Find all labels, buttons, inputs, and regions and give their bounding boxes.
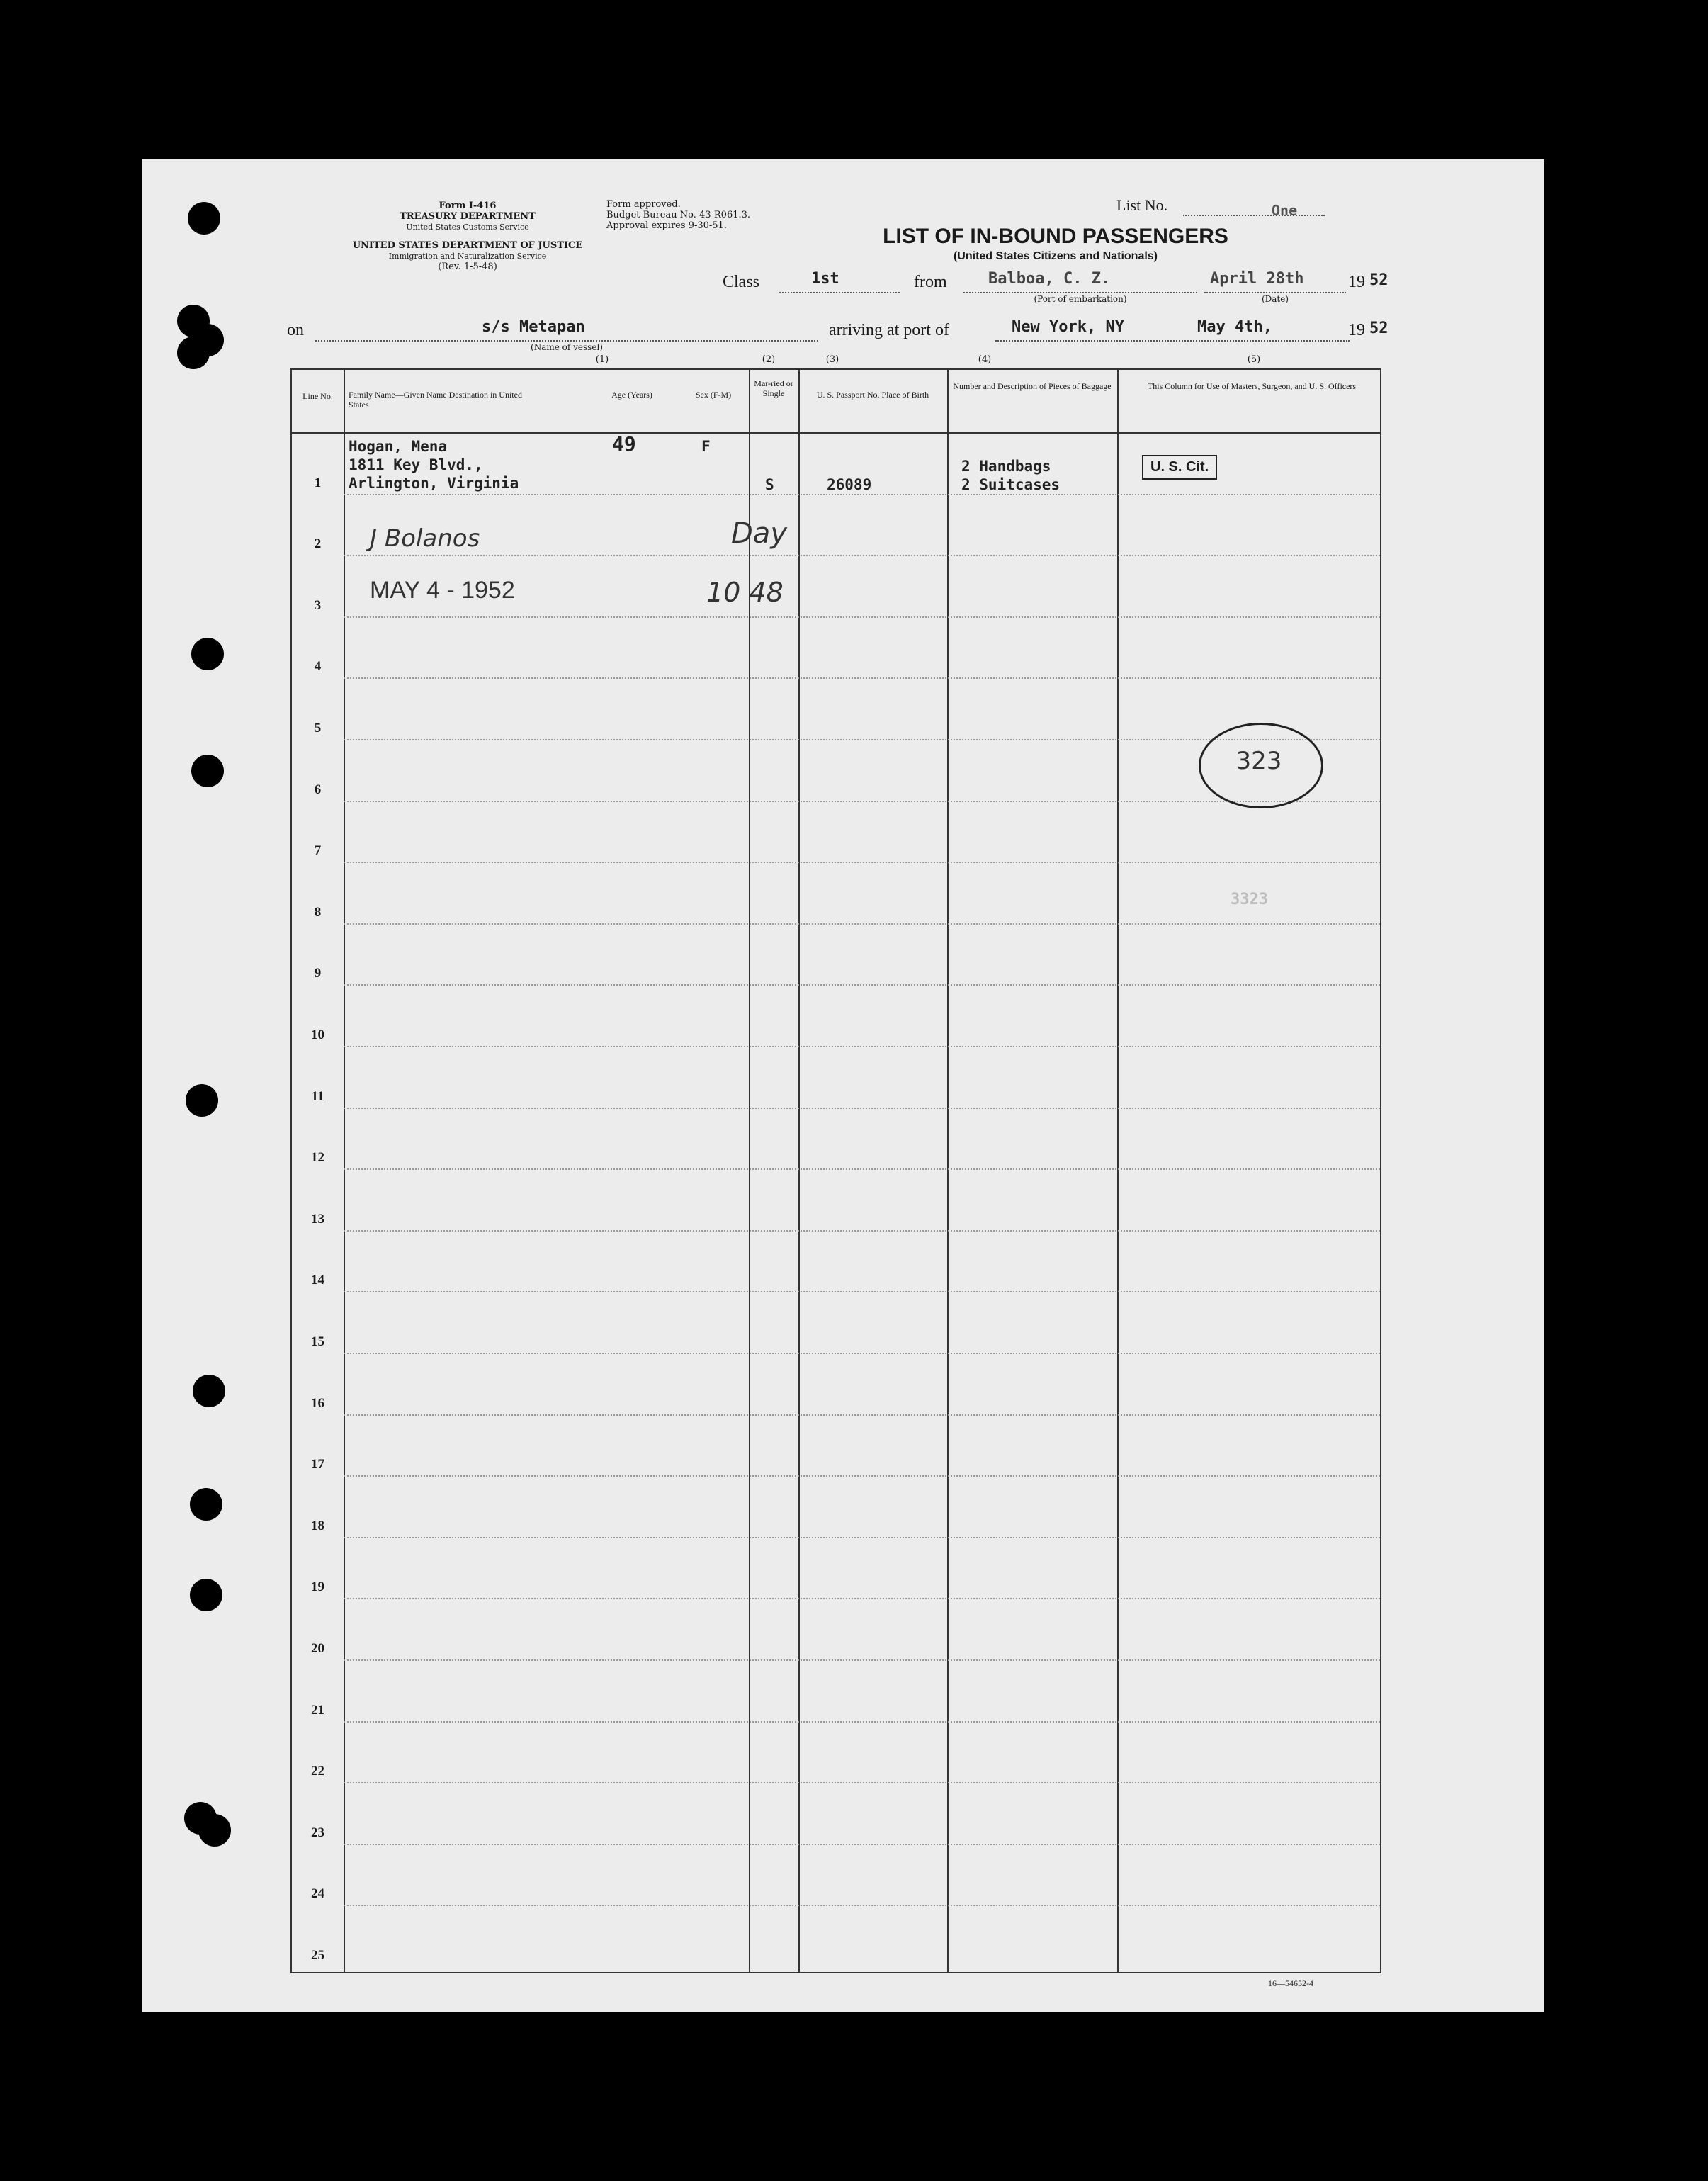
table-row: [292, 1109, 1380, 1171]
row-number: 10: [311, 1027, 324, 1042]
table-row: [292, 1661, 1380, 1723]
passenger-table: [290, 368, 1381, 1973]
arrival-century: 19: [1348, 321, 1365, 339]
table-row: [292, 925, 1380, 986]
table-row: [292, 986, 1380, 1047]
table-row: [292, 679, 1380, 740]
col-number-1: (1): [595, 354, 609, 365]
approval-line-1: Form approved.: [606, 199, 681, 210]
from-line: [963, 292, 1197, 293]
row-number: 24: [311, 1886, 324, 1902]
class-label: Class: [723, 273, 760, 291]
row-number: 5: [314, 720, 322, 736]
passenger-name: Hogan, Mena: [349, 438, 448, 455]
date-caption: (Date): [1261, 294, 1289, 304]
row-number: 16: [311, 1395, 324, 1411]
punch-hole: [177, 337, 210, 369]
arriving-label: arriving at port of: [829, 321, 949, 339]
page-title: LIST OF IN-BOUND PASSENGERS: [883, 225, 1228, 248]
from-label: from: [914, 273, 947, 291]
punch-hole: [193, 1375, 225, 1407]
port-line: [995, 340, 1350, 342]
table-row: [292, 1477, 1380, 1538]
form-number: Form I-416: [439, 201, 497, 211]
row-number: 8: [314, 904, 322, 920]
col-header-name: Family Name—Given Name Destination in United States: [349, 390, 522, 410]
col-header-baggage: Number and Description of Pieces of Baggage: [953, 381, 1112, 391]
row-number: 20: [311, 1640, 324, 1656]
col-header-age: Age (Years): [611, 390, 652, 400]
row-number: 18: [311, 1518, 324, 1533]
passenger-address-2: Arlington, Virginia: [349, 475, 519, 492]
arrival-date: May 4th,: [1197, 318, 1272, 336]
punch-hole: [191, 638, 224, 670]
row-number: 6: [314, 782, 322, 797]
ins-service: Immigration and Naturalization Service: [388, 252, 547, 261]
class-line: [779, 292, 900, 293]
arrival-port: New York, NY: [1012, 318, 1124, 336]
approval-line-3: Approval expires 9-30-51.: [606, 220, 727, 231]
punch-hole: [198, 1814, 231, 1847]
table-row: [292, 802, 1380, 864]
row-number: 1: [314, 475, 322, 490]
row-number: 19: [311, 1579, 324, 1595]
page-subtitle: (United States Citizens and Nationals): [953, 250, 1158, 262]
col-number-2: (2): [762, 354, 776, 365]
table-row: [292, 1354, 1380, 1416]
on-label: on: [287, 321, 304, 339]
row-number: 12: [311, 1150, 324, 1166]
col-header-line: Line No.: [302, 391, 333, 401]
list-number-line: [1183, 215, 1325, 216]
col-number-3: (3): [825, 354, 839, 365]
customs-service: United States Customs Service: [406, 222, 529, 232]
row-number: 3: [314, 597, 322, 613]
row-number: 25: [311, 1947, 324, 1963]
row-number: 22: [311, 1764, 324, 1779]
row-number: 4: [314, 659, 322, 675]
list-number-label: List No.: [1116, 196, 1168, 214]
treasury-dept: TREASURY DEPARTMENT: [400, 211, 536, 222]
table-row: [292, 1292, 1380, 1354]
passenger-sex: F: [701, 438, 711, 455]
row-number: 13: [311, 1211, 324, 1227]
date-century: 19: [1348, 273, 1365, 291]
class-value: 1st: [811, 270, 839, 288]
col-header-sex: Sex (F-M): [695, 390, 732, 400]
table-row: [292, 863, 1380, 925]
table-row: [292, 1232, 1380, 1293]
date-line: [1204, 292, 1346, 293]
table-row: [292, 1538, 1380, 1600]
punch-hole: [190, 1488, 222, 1521]
justice-dept: UNITED STATES DEPARTMENT OF JUSTICE: [352, 240, 583, 251]
row-number: 7: [314, 843, 322, 859]
punch-hole: [188, 202, 220, 235]
row-number: 15: [311, 1334, 324, 1349]
row-number: 23: [311, 1825, 324, 1840]
punch-hole: [190, 1579, 222, 1611]
inspection-date-stamp: MAY 4 - 1952: [370, 577, 515, 604]
passenger-passport: 26089: [827, 476, 872, 493]
from-caption: (Port of embarkation): [1034, 294, 1127, 304]
passenger-address-1: 1811 Key Blvd.,: [349, 456, 483, 473]
passenger-marital: S: [765, 476, 774, 493]
arrival-year: 52: [1369, 320, 1389, 337]
row-number: 11: [311, 1088, 324, 1104]
col-header-passport: U. S. Passport No. Place of Birth: [816, 390, 929, 400]
vessel-line: [315, 340, 818, 342]
list-number-value: One: [1272, 202, 1298, 219]
punch-hole: [191, 755, 224, 787]
col-header-officers: This Column for Use of Masters, Surgeon, and U. S. Officers: [1147, 381, 1357, 391]
vessel-value: s/s Metapan: [482, 318, 585, 336]
table-row: [292, 1906, 1380, 1968]
col-number-4: (4): [978, 354, 992, 365]
revision: (Rev. 1-5-48): [438, 261, 497, 272]
faint-number: 3323: [1231, 891, 1268, 908]
date-year: 52: [1369, 271, 1389, 289]
citizen-stamp: U. S. Cit.: [1142, 455, 1217, 480]
table-row: [292, 1416, 1380, 1477]
baggage-line-2: 2 Suitcases: [961, 476, 1061, 493]
baggage-line-1: 2 Handbags: [961, 458, 1051, 475]
table-row: [292, 1047, 1380, 1109]
table-row: [292, 1723, 1380, 1784]
passenger-age: 49: [612, 432, 636, 456]
row-number: 2: [314, 536, 322, 552]
col-header-married: Mar-ried or Single: [754, 378, 793, 398]
col-number-5: (5): [1247, 354, 1261, 365]
row-number: 9: [314, 966, 322, 981]
handwritten-initials: Day: [731, 517, 787, 550]
table-row: [292, 618, 1380, 680]
circled-number: 323: [1235, 747, 1282, 775]
print-code: 16—54652-4: [1268, 1978, 1313, 1988]
punch-hole: [186, 1084, 218, 1117]
table-row: [292, 1783, 1380, 1845]
departure-date: April 28th: [1210, 270, 1304, 288]
table-row: [292, 1599, 1380, 1661]
row-number: 21: [311, 1702, 324, 1718]
row-number: 17: [311, 1457, 324, 1472]
officer-signature: J Bolanos: [370, 524, 480, 553]
from-value: Balboa, C. Z.: [988, 270, 1111, 288]
row-number: 14: [311, 1273, 324, 1288]
table-row: [292, 1845, 1380, 1907]
table-row: [292, 1170, 1380, 1232]
vessel-caption: (Name of vessel): [531, 342, 603, 352]
handwritten-count: 10 48: [706, 577, 784, 608]
approval-line-2: Budget Bureau No. 43-R061.3.: [606, 210, 751, 220]
